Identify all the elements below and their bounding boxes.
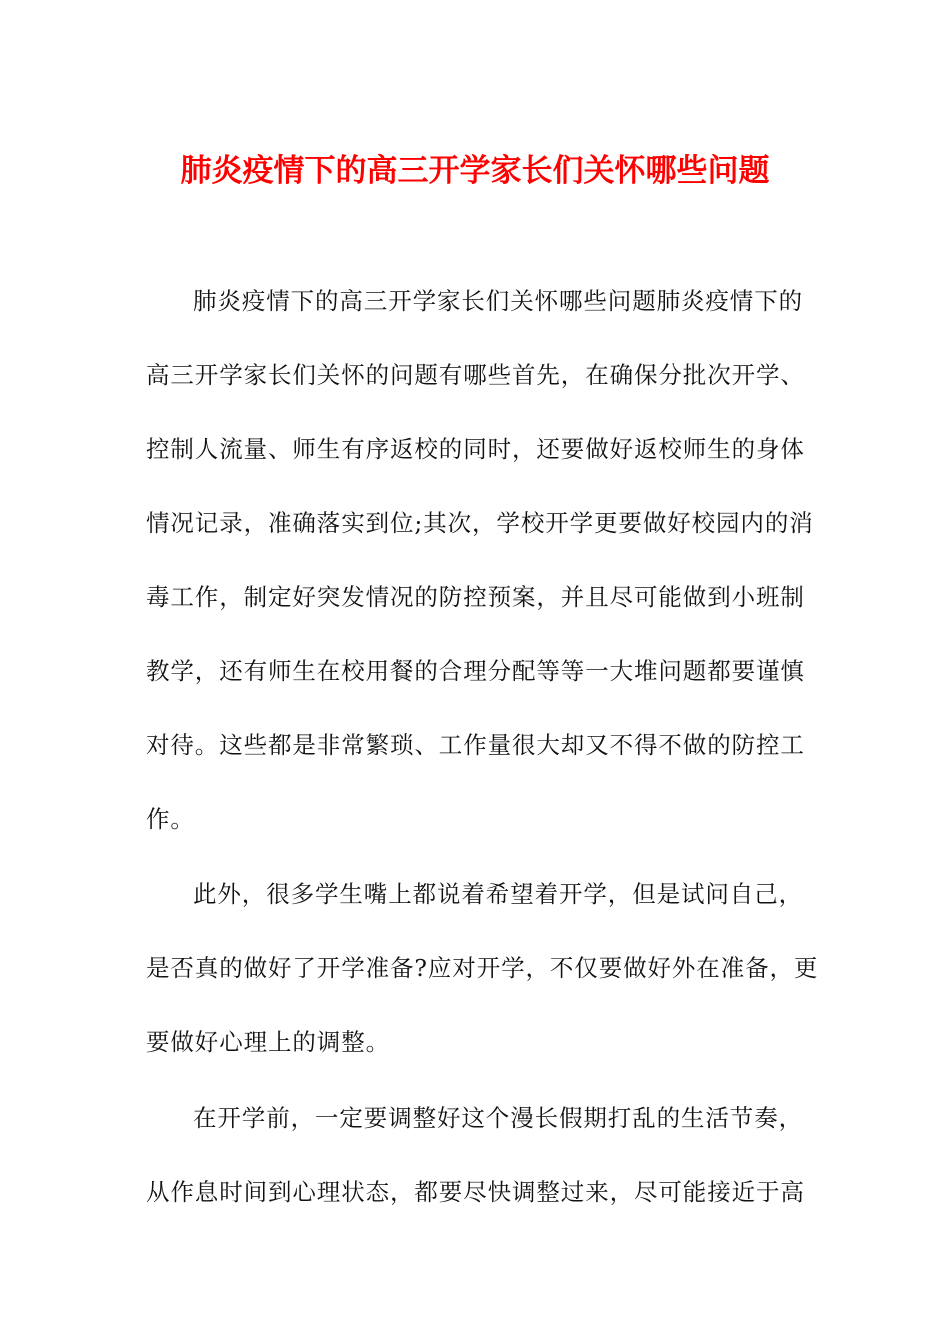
paragraph-1-line-4: 情况记录，准确落实到位;其次，学校开学更要做好校园内的消: [146, 509, 814, 537]
paragraph-3-line-1: 在开学前，一定要调整好这个漫长假期打乱的生活节奏，: [193, 1104, 803, 1132]
paragraph-2-line-3: 要做好心理上的调整。: [146, 1028, 390, 1056]
paragraph-1-line-3: 控制人流量、师生有序返校的同时，还要做好返校师生的身体: [146, 435, 805, 463]
paragraph-2-line-1: 此外，很多学生嘴上都说着希望着开学，但是试问自己，: [193, 880, 803, 908]
paragraph-1-line-7: 对待。这些都是非常繁琐、工作量很大却又不得不做的防控工: [146, 731, 805, 759]
paragraph-1-line-5: 毒工作，制定好突发情况的防控预案，并且尽可能做到小班制: [146, 583, 805, 611]
paragraph-1-line-6: 教学，还有师生在校用餐的合理分配等等一大堆问题都要谨慎: [146, 657, 805, 685]
document-title: 肺炎疫情下的高三开学家长们关怀哪些问题: [180, 153, 770, 189]
paragraph-2-line-2: 是否真的做好了开学准备?应对开学，不仅要做好外在准备，更: [146, 954, 819, 982]
document-body: [146, 0, 819, 1344]
paragraph-1-line-8: 作。: [146, 805, 195, 833]
paragraph-1-line-1: 肺炎疫情下的高三开学家长们关怀哪些问题肺炎疫情下的: [193, 287, 803, 315]
paragraph-3-line-2: 从作息时间到心理状态，都要尽快调整过来，尽可能接近于高: [146, 1178, 805, 1206]
paragraph-1-line-2: 高三开学家长们关怀的问题有哪些首先，在确保分批次开学、: [146, 361, 805, 389]
